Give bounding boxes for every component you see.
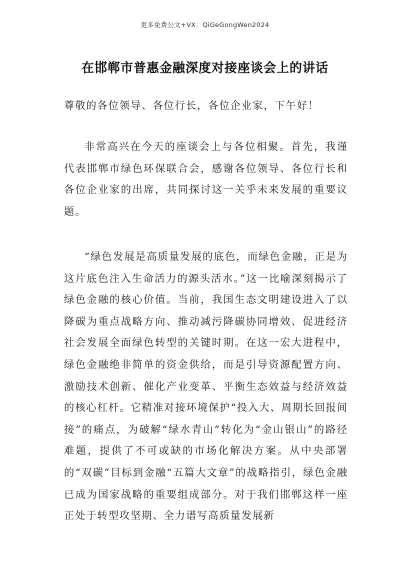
greeting-line: 尊敬的各位领导、各位行长，各位企业家，下午好！: [64, 101, 320, 112]
header-note: 更多免费公文+VX：QiGeGongWen2024: [140, 21, 270, 29]
paragraph-2: “绿色发展是高质量发展的底色，而绿色金融，正是为这片底色注入生命活力的源头活水。”这一比喻深刻揭示了绿色金融的核心价值。当前，我国生态文明建设进入了以降碳为重点战略方向、推动减污降碳协同增效、促进经济社会发展全面绿色转型的关键时期。在这一宏大进程中，绿色金融绝非简单的资金供给，而是引导资源配置方向、激励技术创新、催化产业变革、平衡生态效益与经济效益的核心杠杆。它精准对接环境保护“投入大、周期长回报间接”的痛点，为破解“绿水青山”转化为“金山银山”的路径难题，提供了不可或缺的市场化解决方案。从中央部署的“双碳”目标到金融“五篇大文章”的战略指引，绿色金融已成为国家战略的重要组成部分。对于我们邯郸这样一座正处于转型攻坚期、全力谱写高质量发展新: [64, 252, 348, 523]
paragraph-1: 非常高兴在今天的座谈会上与各位相聚。首先，我谨代表邯郸市绿色环保联合会，感谢各位领导、各位行长和各位企业家的出席，共同探讨这一关乎未来发展的重要议题。: [64, 142, 348, 218]
document-title: 在邯郸市普惠金融深度对接座谈会上的讲话: [81, 60, 329, 75]
